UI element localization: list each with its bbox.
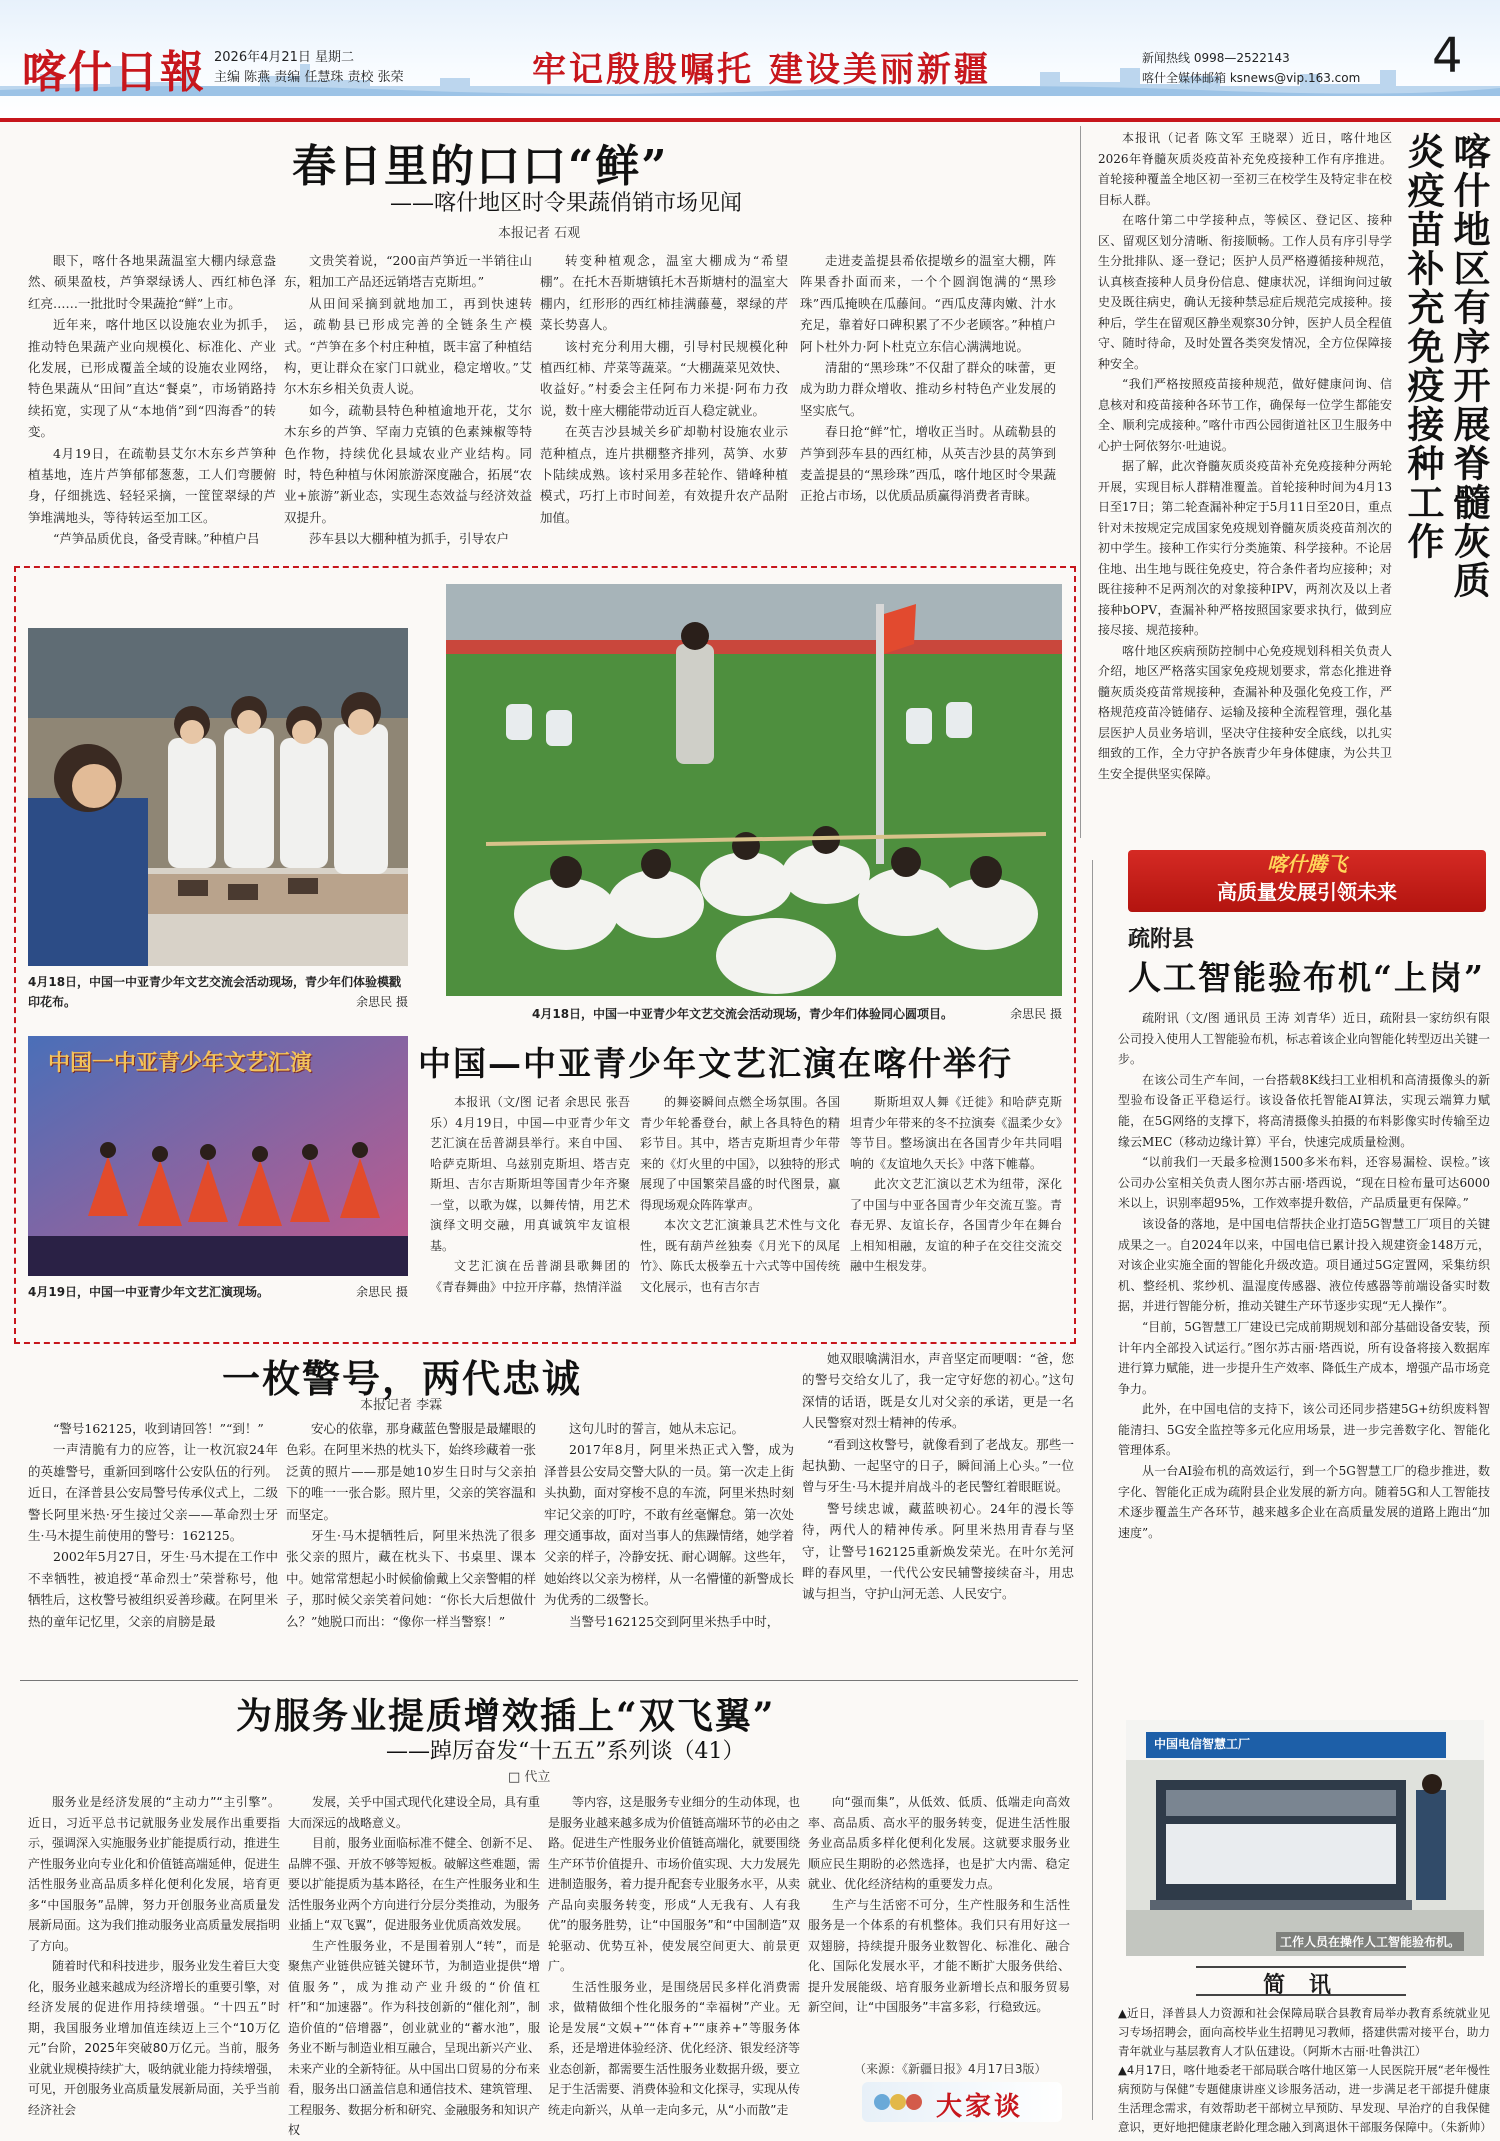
- brief-list: [1118, 2004, 1492, 2134]
- masthead: [0, 0, 1500, 118]
- feature-column-1: [430, 1092, 630, 1332]
- article4-column-text: [288, 1792, 540, 2141]
- paragraph: 此次文艺汇演以艺术为纽带，深化了中国与中亚各国青少年交流互鉴。青春无界、友谊长存，各国青少年在舞台上相知相融，友谊的种子在交往交流交融中生根发芽。: [850, 1177, 1062, 1273]
- article3-byline: 本报记者 李霖: [360, 1398, 443, 1413]
- paragraph: “目前，5G智慧工厂建设已完成前期规划和部分基础设备安装，预计年内全部投入试运行。”图尔苏古丽·塔西说，所有设备将接入数据库进行算力赋能，进一步提升生产效率、降低生产成本，增强产品市场竞争力。: [1118, 1319, 1491, 1396]
- paragraph: 生产性服务业，不是围着别人“转”，而是聚焦产业链供应链关键环节，为制造业提供“增值服务”，成为推动产业升级的“价值杠杆”和“加速器”。作为科技创新的“催化剂”，制造价值的“倍增器”，创业就业的“蓄水池”，服务业不断与制造业相互融合，呈现出新兴产业、未来产业的全新特征。从中国出口贸易的分布来看，服务出口涵盖信息和通信技术、建筑管理、工程服务、数据分析和研究、金融服务和知识产权: [288, 1938, 541, 2137]
- stadium-photo-illustration: [446, 584, 1062, 996]
- brief-header: [1196, 1966, 1406, 1996]
- photo-performance: [28, 1036, 408, 1276]
- paragraph: 本报讯（记者 陈文军 王晓翠）近日，喀什地区2026年脊髓灰质炎疫苗补充免疫接种工作有序推进。首轮接种覆盖全地区初一至初三在校学生及特定非在校目标人群。: [1098, 131, 1392, 207]
- decorative-ornament-icon: [872, 2088, 928, 2116]
- paragraph: “我们严格按照疫苗接种规范，做好健康问询、信息核对和疫苗接种各环节工作，确保每一位学生都能安全、顺利完成接种。”喀什市西公园街道社区卫生服务中心护士阿依努尔·吐迪说。: [1098, 377, 1392, 453]
- paragraph: 斯斯坦双人舞《迁徙》和哈萨克斯坦青少年带来的冬不拉演奏《温柔少女》等节目。整场演出在各国青少年共同唱响的《友谊地久天长》中落下帷幕。: [850, 1095, 1062, 1171]
- photo3-caption: [28, 1282, 408, 1302]
- article3-column-text: [544, 1418, 794, 1632]
- photo1-caption-text: 4月18日，中国一中亚青少年文艺交流会活动现场，青少年们体验模戳印花布。: [28, 975, 402, 1009]
- article1-title: 春日里的口口“鲜”: [292, 141, 669, 192]
- article2-text: [1098, 128, 1392, 784]
- paragraph: 近年来，喀什地区以设施农业为抓手，推动特色果蔬产业向规模化、标准化、产业化发展，已形成覆盖全域的设施农业网络，特色果蔬从“田间”直达“餐桌”，市场销路持续拓宽，实现了从“本地俏”到“四海香”的转变。: [28, 317, 276, 440]
- photo3-credit: 余思民 摄: [356, 1285, 408, 1299]
- paragraph: 在该公司生产车间，一台搭载8K线扫工业相机和高清摄像头的新型验布设备正平稳运行。该设备依托智能AI算法，实现云端算力赋能，在5G网络的支撑下，将高清摄像头拍摄的布料影像实时传输至边缘云MEC（移动边缘计算）平台，快速完成质量检测。: [1118, 1072, 1490, 1149]
- contact-info: [1142, 48, 1360, 88]
- column-tag-box: [862, 2082, 1062, 2122]
- paragraph: 随着时代和科技进步，服务业发生着巨大变化，服务业越来越成为经济增长的重要引擎，对经济发展的促进作用持续增强。“十四五”时期，我国服务业增加值连续迈上三个“10万亿元”台阶，2025年突破80万亿元。当前，服务业就业规模持续扩大，吸纳就业能力持续增强，可见，开创服务业高质量发展新局面，关乎当前经济社会: [28, 1959, 281, 2117]
- issue-info: [214, 48, 404, 88]
- editor-credits: 主编 陈燕 责编 任慧珠 责校 张荣: [214, 70, 404, 85]
- paragraph: “以前我们一天最多检测1500多米布料，还容易漏检、误检。”该公司办公室相关负责人图尔苏古丽·塔西说，“现在日检布量可达6000米以上，识别率超95%，工作效率提升数倍，产品质量更有保障。”: [1118, 1155, 1490, 1211]
- article5-text: [1118, 1008, 1490, 1543]
- paragraph: 生活性服务业，是围绕居民多样化消费需求，做精做细个性化服务的“幸福树”产业。无论是发展“文娱+”“体育+”“康养+”等服务体系，还是增进体验经济、优化经济、银发经济等业态创新，都需要生活性服务业数据升级，要立足于生活需要、消费体验和文化探寻，实现从传统走向新兴，从单一走向多元，从“小而散”走: [548, 1979, 801, 2117]
- paragraph: 走进麦盖提县希依提墩乡的温室大棚，阵阵果香扑面而来，一个个圆润饱满的“黑珍珠”西瓜掩映在瓜藤间。“西瓜皮薄肉嫩、汁水充足，靠着好口碑积累了不少老顾客。”种植户阿卜杜外力·阿卜杜克立东信心满满地说。: [800, 253, 1056, 354]
- paragraph: “芦笋品质优良，备受青睐。”种植户吕: [53, 531, 260, 547]
- photo-caption-overlay: 工作人员在操作人工智能验布机。: [1276, 1932, 1464, 1951]
- brief-title: 简 讯: [1263, 1972, 1339, 1998]
- article4-subtitle: ——踔厉奋发“十五五”系列谈（41）: [386, 1739, 745, 1764]
- paragraph: 4月19日，在疏勒县艾尔木东乡芦笋种植基地，连片芦笋郁郁葱葱，工人们弯腰俯身，仔细挑选、轻轻采摘，一筐筐翠绿的芦笋堆满地头，等待转运至加工区。: [28, 445, 276, 525]
- photo-workshop: [28, 628, 408, 966]
- paragraph: 这句儿时的誓言，她从未忘记。: [569, 1421, 745, 1436]
- article4-byline: □ 代立: [508, 1770, 551, 1785]
- article4-column-text: [548, 1792, 800, 2120]
- paragraph: 喀什地区疾病预防控制中心免疫规划科相关负责人介绍，地区严格落实国家免疫规划要求，常态化推进脊髓灰质炎疫苗常规接种，查漏补种及强化免疫工作，严格规范疫苗冷链储存、运输及接种全流程管理，强化基层医护人员业务培训，坚决守住接种安全底线，以扎实细致的工作，全力守护各族青少年身体健康，为公共卫生安全提供坚实保障。: [1098, 643, 1392, 781]
- paragraph: 如今，疏勒县特色种植逾地开花，艾尔木东乡的芦笋、罕南力克镇的色素辣椒等特色作物，持续优化县域农业产业结构。同时，特色种植与休闲旅游深度融合，拓展“农业+旅游”新业态，实现生态效益与经济效益双提升。: [284, 402, 532, 525]
- column-divider: [1080, 126, 1081, 838]
- article3-title: 一枚警号，两代忠诚: [222, 1356, 583, 1401]
- article4-column-2: [288, 1792, 541, 2137]
- photo-ai-inspection-machine: [1126, 1720, 1484, 1956]
- paragraph: 向“强而集”，从低效、低质、低端走向高效率、高品质、高水平的服务转变，促进生活性服务业高品质多样化便利化发展。这就要求服务业顺应民生期盼的必然选择，也是扩大内需、稳定就业、优化经济结构的重要发力点。: [808, 1795, 1070, 1891]
- photo2-credit: 余思民 摄: [1010, 1007, 1062, 1021]
- article3-column-1: [28, 1418, 278, 1670]
- photo2-caption: [532, 1004, 1062, 1024]
- article1-column-text: [28, 250, 276, 550]
- paragraph: 本次文艺汇演兼具艺术性与文化性，既有葫芦丝独奏《月光下的凤尾竹》、陈氏太极拳五十六式等中国传统文化展示，也有吉尔吉: [640, 1218, 840, 1294]
- article3-column-text: [28, 1418, 278, 1632]
- column-tag-label: 大家谈: [936, 2092, 1024, 2122]
- photo2-caption-text: 4月18日，中国一中亚青少年文艺交流会活动现场，青少年们体验同心圆项目。: [532, 1007, 954, 1021]
- section-banner-line1: 喀什腾飞: [1267, 852, 1347, 876]
- factory-sign-text: 中国电信智慧工厂: [1154, 1737, 1251, 1751]
- feature-column-2: [640, 1092, 840, 1332]
- article3-column-text: [802, 1348, 1074, 1605]
- paragraph: 莎车县以大棚种植为抓手，引导农户: [309, 531, 510, 547]
- photo1-credit: 余思民 摄: [356, 995, 408, 1009]
- paragraph: 清甜的“黑珍珠”不仅甜了群众的味蕾，更成为助力群众增收、推动乡村特色产业发展的坚实底气。: [800, 360, 1056, 418]
- paragraph: 生产与生活密不可分，生产性服务和生活性服务是一个体系的有机整体。我们只有用好这一双翅膀，持续提升服务业数智化、标准化、融合化、国际化发展水平，才能不断扩大服务供给、提升发展能级、培育服务业新增长点和服务贸易新空间，让“中国服务”丰富多彩，行稳致远。: [808, 1897, 1070, 2014]
- paragraph: 据了解，此次脊髓灰质炎疫苗补充免疫接种分两轮开展，实现目标人群精准覆盖。首轮接种时间为4月13日至17日；第二轮查漏补种定于5月11日至20日，重点针对未按规定完成国家免疫规划脊髓灰质炎疫苗剂次的初中学生。接种工作实行分类施策、科学接种。不论居住地、出生地与既往免疫史，符合条件者均应接种；对既往接种不足两剂次的对象接种IPV，两剂次及以上者接种bOPV，查漏补种严格按照国家要求执行，做到应接尽接、规范接种。: [1098, 459, 1392, 637]
- article3-column-text: [286, 1418, 536, 1632]
- paragraph: 该设备的落地，是中国电信帮扶企业打造5G智慧工厂项目的关键成果之一。自2024年以来，中国电信已累计投入规建资金148万元，对该企业实施全面的智能化升级改造。项目通过5G定置网，采集纺织机、整经机、浆纱机、温湿度传感器、液位传感器等前端设备实时数据，并进行智能分析，推动关键生产环节逐步实现“无人操作”。: [1118, 1216, 1490, 1314]
- article4-column-1: [28, 1792, 280, 2124]
- paragraph: 春日抢“鲜”忙，增收正当时。从疏勒县的芦笋到莎车县的西红柿，从英吉沙县的莴笋到麦盖提县的“黑珍珠”西瓜，喀什地区时令果蔬正抢占市场，以优质品质赢得消费者青睐。: [800, 424, 1056, 504]
- paragraph: 当警号162125交到阿里米热手中时，: [569, 1613, 780, 1629]
- article1-subtitle: ——喀什地区时令果蔬俏销市场见闻: [390, 191, 743, 216]
- article4-column-4: [808, 1792, 1070, 2054]
- paragraph: 转变种植观念，温室大棚成为“希望棚”。在托木吾斯塘镇托木吾斯塘村的温室大棚内，红形形的西红柿挂满藤蔓，翠绿的芹菜长势喜人。: [540, 253, 788, 333]
- factory-photo-illustration: [1126, 1720, 1484, 1956]
- article5-title: 人工智能验布机“上岗”: [1128, 958, 1485, 997]
- brief-item: ▲4月17日，喀什地委老干部局联合喀什地区第一人民医院开展“老年慢性病预防与保健”专题健康讲座义诊服务活动，进一步满足老干部提升健康生活理念需求，有效帮助老干部树立早预防、早发现、早治疗的自我保健意识，更好地把健康老龄化理念融入到离退休干部服务保障中。（朱新帅）: [1118, 2063, 1492, 2134]
- masthead-rule: [0, 118, 1500, 122]
- article4-column-text: [808, 1792, 1070, 2018]
- paragraph: 在喀什第二中学接种点，等候区、登记区、接种区、留观区划分清晰、衔接顺畅。工作人员有序引导学生分批排队、逐一登记；医护人员严格遵循接种规范，认真核查接种人员身份信息、健康状况，详细询问过敏史及既往病史，确认无接种禁忌症后规范完成接种。接种后，学生在留观区静坐观察30分钟，医护人员全程值守、随时待命，及时处置各类突发情况，全方位保障接种安全。: [1098, 213, 1392, 371]
- section-divider: [20, 1680, 1078, 1681]
- paragraph: 从田间采摘到就地加工，再到快速转运，疏勒县已形成完善的全链条生产模式。“芦笋在多个村庄种植，既丰富了种植结构，更让群众在家门口就业，稳定增收。”艾尔木东乡相关负责人说。: [284, 295, 532, 397]
- newspaper-logo: 喀什日報: [22, 47, 206, 98]
- article3-column-2: [286, 1418, 536, 1670]
- feature-column-text: [850, 1092, 1062, 1277]
- paragraph: 该村充分利用大棚，引导村民规模化种植西红柿、芹菜等蔬菜。“大棚蔬菜见效快、收益好。”村委会主任阿布力米提·阿布力孜说，数十座大棚能带动近百人稳定就业。: [540, 338, 788, 418]
- stage-banner-text: 中国一中亚青少年文艺汇演: [48, 1050, 313, 1076]
- paragraph: 眼下，喀什各地果蔬温室大棚内绿意盎然、硕果盈枝，芦笋翠绿诱人、西红柿色泽红亮……一批批时令果蔬抢“鲜”上市。: [28, 253, 276, 311]
- paragraph: 一声清脆有力的应答，让一枚沉寂24年的英雄警号，重新回到喀什公安队伍的行列。近日，在泽普县公安局警号传承仪式上，二级警长阿里米热·牙生接过父亲——革命烈士牙生·马木提生前使用的警号：162125。: [28, 1442, 279, 1544]
- paragraph: “看到这枚警号，就像看到了老战友。那些一起执勤、一起坚守的日子，瞬间涌上心头。”一位曾与牙生·马木提并肩战斗的老民警红着眼眶说。: [802, 1436, 1074, 1495]
- paragraph: 文贵笑着说，“200亩芦笋近一半销往山东，粗加工产品还远销塔吉克斯坦。”: [284, 253, 532, 290]
- article1-byline: 本报记者 石观: [498, 226, 581, 241]
- paragraph: 疏附讯（文/图 通讯员 王涛 刘青华）近日，疏附县一家纺织有限公司投入使用人工智能验布机，标志着该企业向智能化转型迈出关键一步。: [1118, 1011, 1491, 1067]
- article3-column-3: [544, 1418, 794, 1670]
- article1-column-text: [540, 250, 788, 528]
- feature-column-text: [640, 1092, 840, 1297]
- article4-column-3: [548, 1792, 800, 2124]
- photo-stadium-activity: [446, 584, 1062, 996]
- paragraph: 文艺汇演在岳普湖县歌舞团的《青春舞曲》中拉开序幕，热情洋溢: [430, 1259, 630, 1294]
- article1-column-1: [28, 250, 276, 546]
- article1-column-2: [284, 250, 532, 546]
- brief-item: ▲近日，泽普县人力资源和社会保障局联合县教育局举办教育系统就业见习专场招聘会，面向高校毕业生招聘见习教师，搭建供需对接平台，助力青年就业与基层教育人才队伍建设。（阿斯木古丽·吐鲁洪江）: [1118, 2006, 1490, 2058]
- news-hotline: 新闻热线 0998—2522143: [1142, 51, 1290, 65]
- article5-kicker: 疏附县: [1128, 926, 1195, 952]
- paragraph: 此外，在中国电信的支持下，该公司还同步搭建5G+纺织废料智能清扫、5G安全监控等多元化应用场景，进一步完善数字化、智能化管理体系。: [1118, 1402, 1490, 1458]
- paragraph: 安心的依靠，那身藏蓝色警服是最耀眼的色彩。在阿里米热的枕头下，始终珍藏着一张泛黄的照片——那是她10岁生日时与父亲拍下的唯一一张合影。照片里，父亲的笑容温和而坚定。: [286, 1421, 537, 1522]
- article1-column-text: [800, 250, 1056, 507]
- section-banner-line2: 高质量发展引领未来: [1217, 880, 1397, 904]
- paragraph: 本报讯（文/图 记者 余思民 张吾乐）4月19日，中国—中亚青少年文艺汇演在岳普湖县举行。来自中国、哈萨克斯坦、乌兹别克斯坦、塔吉克斯坦、吉尔吉斯斯坦等国青少年齐聚一堂，以歌为媒，以舞传情，用艺术演绎文明交融，用真诚筑牢友谊根基。: [430, 1095, 630, 1253]
- article4-source: （来源：《新疆日报》4月17日3版）: [854, 2062, 1047, 2076]
- article3-column-4: [802, 1348, 1074, 1670]
- feature-column-text: [430, 1092, 630, 1297]
- paragraph: 服务业是经济发展的“主动力”“主引擎”。近日，习近平总书记就服务业发展作出重要指示，强调深入实施服务业扩能提质行动，推进生产性服务业向专业化和价值链高端延伸，促进生活性服务业高品质多样化便利化发展，培育更多“中国服务”品牌，努力开创服务业高质量发展新局面。这为我们推动服务业高质量发展指明了方向。: [28, 1795, 281, 1953]
- article4-title: 为服务业提质增效插上“双飞翼”: [236, 1695, 776, 1737]
- page-number: 4: [1432, 28, 1463, 84]
- paragraph: 的舞姿瞬间点燃全场氛围。各国青少年轮番登台，献上各具特色的精彩节目。其中，塔吉克斯坦青少年带来的《灯火里的中国》，以独特的形式展现了中国繁荣昌盛的时代图景，赢得现场观众阵阵掌声。: [640, 1095, 840, 1212]
- paragraph: “警号162125，收到请回答！”“到！”: [53, 1421, 264, 1436]
- paragraph: 目前，服务业面临标准不健全、创新不足、品牌不强、开放不够等短板。破解这些难题，需要以扩能提质为基本路径，在生产性服务业和生活性服务业两个方向进行分层分类推动，为服务业插上“双飞翼”，促进服务业优质高效发展。: [288, 1836, 541, 1932]
- photo1-caption: [28, 972, 408, 1012]
- paragraph: 在英吉沙县城关乡矿却勒村设施农业示范种植点，连片拱棚整齐排列，莴笋、水萝卜陆续成熟。该村采用多茬轮作、错峰种植模式，巧打上市时间差，有效提升农产品附加值。: [540, 424, 788, 525]
- paragraph: 她双眼噙满泪水，声音坚定而哽咽：“爸，您的警号交给女儿了，我一定守好您的初心。”这句深情的话语，既是女儿对父亲的承诺，更是一名人民警察对烈士精神的传承。: [802, 1351, 1074, 1431]
- workshop-photo-illustration: [28, 628, 408, 966]
- article2-title: 喀什地区有序开展脊髓灰质炎疫苗补充免疫接种工作: [1401, 132, 1491, 600]
- paragraph: 2002年5月27日，牙生·马木提在工作中不幸牺牲，被追授“革命烈士”荣誉称号，他牺牲后，这枚警号被组织妥善珍藏。在阿里米热的童年记忆里，父亲的肩膀是最: [28, 1549, 279, 1629]
- article4-column-text: [28, 1792, 280, 2120]
- article1-column-text: [284, 250, 532, 550]
- paragraph: 从一台AI验布机的高效运行，到一个5G智慧工厂的稳步推进，数字化、智能化正成为疏附县企业发展的新方向。随着5G和人工智能技术逐步覆盖生产各环节，越来越多企业在高质量发展的道路上跑出“加速度”。: [1118, 1464, 1490, 1540]
- media-email: 喀什全媒体邮箱 ksnews@vip.163.com: [1142, 71, 1361, 85]
- masthead-slogan: 牢记殷殷嘱托 建设美丽新疆: [532, 50, 991, 90]
- issue-date: 2026年4月21日 星期二: [214, 50, 355, 65]
- paragraph: 等内容，这是服务专业细分的生动体现，也是服务业越来越多成为价值链高端环节的必由之路。促进生产性服务业价值链高端化，就要围绕生产环节价值提升、市场价值实现、大力发展先进制造服务，着力提升配套专业服务水平，从卖产品向卖服务转变，形成“人无我有、人有我优”的服务胜势，让“中国服务”和“中国制造”双轮驱动、优势互补，使发展空间更大、前景更广。: [548, 1795, 801, 1973]
- paragraph: 2017年8月，阿里米热正式入警，成为泽普县公安局交警大队的一员。第一次走上街头执勤，面对穿梭不息的车流，阿里米热时刻牢记父亲的叮咛，不敢有丝毫懈怠。第一次处理交通事故，面对当事人的焦躁情绪，她学着父亲的样子，冷静安抚、耐心调解。这些年，她始终以父亲为榜样，从一名懵懂的新警成长为优秀的二级警长。: [544, 1442, 795, 1608]
- feature-column-3: [850, 1092, 1062, 1332]
- article1-column-3: [540, 250, 788, 546]
- paragraph: 发展，关乎中国式现代化建设全局，具有重大而深远的战略意义。: [288, 1795, 541, 1830]
- paragraph: 警号续忠诚，藏蓝映初心。24年的漫长等待，两代人的精神传承。阿里米热用青春与坚守，让警号162125重新焕发荣光。在叶尔羌河畔的春风里，一代代公安民辅警接续奋斗，用忠诚与担当，守护山河无恙、人民安宁。: [802, 1500, 1074, 1602]
- article5-body: [1118, 1008, 1490, 1712]
- article2-body: [1098, 128, 1392, 834]
- section-banner: [1128, 850, 1486, 912]
- column-divider: [1092, 860, 1093, 2120]
- feature-headline: 中国—中亚青少年文艺汇演在喀什举行: [418, 1044, 1013, 1083]
- paragraph: 牙生·马木提牺牲后，阿里米热洗了很多张父亲的照片，藏在枕头下、书桌里、课本中。她常常想起小时候偷偷戴上父亲警帽的样子，那时候父亲笑着问她：“你长大后想做什么？”她脱口而出：“像你一样当警察！”: [286, 1528, 537, 1629]
- article1-column-4: [800, 250, 1056, 546]
- photo3-caption-text: 4月19日，中国一中亚青少年文艺汇演现场。: [28, 1285, 270, 1299]
